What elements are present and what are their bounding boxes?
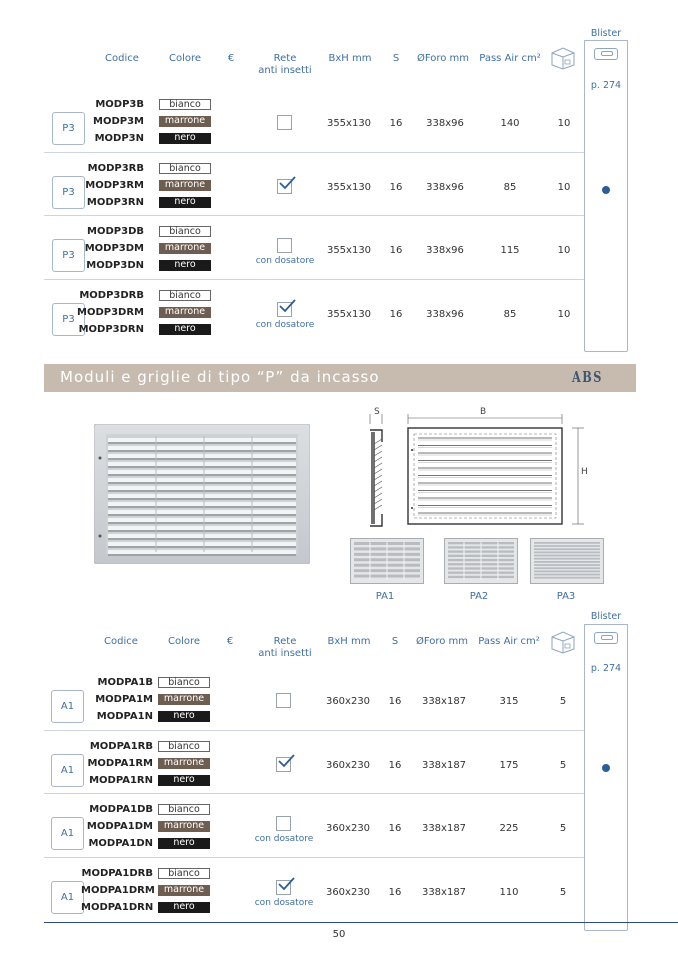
row-separator [44, 793, 584, 794]
header-rete-line2: anti insetti [258, 65, 312, 76]
color-swatch-nero: nero [158, 902, 210, 913]
model-badge: A1 [51, 690, 84, 723]
dimension-bxh: 360x230 [325, 696, 371, 707]
product-code[interactable]: MODPA1DRN [81, 901, 154, 913]
box-quantity: 10 [557, 118, 571, 129]
check-icon [278, 877, 295, 891]
hole-size: 338x187 [421, 696, 467, 707]
product-code[interactable]: MODP3RM [85, 179, 144, 191]
variant-pa2-thumbnail [444, 538, 518, 584]
product-code[interactable]: MODPA1DM [86, 821, 153, 832]
header-foro: ØForo mm [416, 53, 470, 64]
box-quantity: 5 [559, 886, 567, 898]
row-separator [44, 279, 584, 280]
check-icon [279, 299, 296, 313]
color-swatch-bianco: bianco [159, 163, 211, 174]
box-quantity: 10 [557, 181, 571, 193]
model-badge: P3 [52, 239, 85, 272]
color-swatch-bianco: bianco [159, 226, 211, 237]
product-code[interactable]: MODP3N [94, 133, 144, 144]
insect-net-checkbox[interactable] [277, 238, 292, 253]
blister-page-ref-2[interactable]: p. 274 [590, 663, 622, 674]
pass-air: 315 [499, 696, 519, 707]
header-colore: Colore [168, 53, 202, 64]
color-swatch-bianco: bianco [158, 804, 210, 815]
thickness-s: 16 [388, 759, 402, 771]
pass-air: 110 [499, 886, 519, 898]
header-s: S [392, 53, 400, 64]
model-badge: P3 [52, 303, 85, 336]
color-swatch-marrone: marrone [159, 180, 211, 191]
color-swatch-nero: nero [158, 775, 210, 786]
variant-pa2-label: PA2 [469, 591, 489, 602]
header-rete-2-line2: anti insetti [258, 648, 312, 659]
check-icon [279, 176, 296, 190]
product-code[interactable]: MODP3RN [86, 196, 144, 208]
dimension-s-label: S [374, 407, 380, 417]
thickness-s: 16 [389, 118, 403, 129]
box-quantity: 5 [559, 823, 567, 834]
color-swatch-marrone: marrone [159, 243, 211, 254]
pass-air: 85 [503, 181, 517, 193]
header-codice: Codice [105, 53, 139, 64]
dosatore-label: con dosatore [254, 897, 314, 908]
pass-air: 85 [503, 308, 517, 320]
dosatore-label: con dosatore [255, 319, 315, 330]
box-quantity: 5 [559, 759, 567, 771]
variant-pa3-label: PA3 [556, 591, 576, 602]
dimension-bxh: 360x230 [325, 823, 371, 834]
header-colore-2: Colore [167, 636, 201, 647]
color-swatch-marrone: marrone [158, 885, 210, 896]
header-bxh-2: BxH mm [327, 636, 371, 647]
hole-size: 338x96 [426, 181, 464, 193]
insect-net-checkbox[interactable] [277, 115, 292, 130]
dimension-bxh: 355x130 [326, 245, 372, 256]
pass-air: 175 [499, 759, 519, 771]
color-swatch-bianco: bianco [158, 868, 210, 879]
row-separator [44, 152, 584, 153]
thickness-s: 16 [389, 308, 403, 320]
product-code[interactable]: MODP3DM [84, 243, 144, 254]
product-code[interactable]: MODP3DRM [77, 306, 144, 318]
product-code[interactable]: MODPA1RB [89, 740, 153, 752]
product-code[interactable]: MODPA1DN [88, 838, 153, 849]
variant-pa1-label: PA1 [375, 591, 395, 602]
grille-product-photo [94, 424, 310, 564]
box-quantity: 5 [559, 696, 567, 707]
insect-net-checkbox[interactable] [276, 693, 291, 708]
product-code[interactable]: MODP3RB [87, 162, 144, 174]
row-separator [44, 730, 584, 731]
blister-heading: Blister [590, 28, 622, 39]
blister-hook-icon [594, 48, 618, 60]
product-code[interactable]: MODP3B [95, 99, 144, 110]
pass-air: 140 [500, 118, 520, 129]
hole-size: 338x96 [426, 245, 464, 256]
variant-pa1-thumbnail [350, 538, 424, 584]
dimension-h-label: H [581, 467, 588, 477]
product-code[interactable]: MODPA1DRM [81, 884, 155, 896]
color-swatch-bianco: bianco [158, 677, 210, 688]
pass-air: 225 [499, 823, 519, 834]
thickness-s: 16 [389, 181, 403, 193]
color-swatch-bianco: bianco [159, 290, 211, 301]
box-quantity-icon [550, 46, 576, 70]
thickness-s: 16 [388, 886, 402, 898]
header-rete-2-line1: Rete [273, 636, 297, 647]
color-swatch-nero: nero [158, 711, 210, 722]
color-swatch-marrone: marrone [158, 758, 210, 769]
product-code[interactable]: MODP3M [93, 116, 144, 127]
model-badge: A1 [51, 754, 84, 787]
page-number: 50 [332, 929, 346, 940]
header-euro: € [227, 53, 235, 64]
dimension-bxh: 355x130 [326, 308, 372, 320]
hole-size: 338x96 [426, 118, 464, 129]
color-swatch-nero: nero [159, 133, 211, 144]
thickness-s: 16 [389, 245, 403, 256]
insect-net-checkbox[interactable] [276, 757, 291, 772]
product-code[interactable]: MODP3DRN [78, 323, 144, 335]
product-code[interactable]: MODPA1B [97, 677, 153, 688]
check-icon [278, 754, 295, 768]
variant-pa3-thumbnail [530, 538, 604, 584]
row-separator [44, 857, 584, 858]
header-pass-air: Pass Air cm² [479, 53, 541, 64]
header-pass-air-2: Pass Air cm² [478, 636, 540, 647]
header-foro-2: ØForo mm [415, 636, 469, 647]
color-swatch-bianco: bianco [158, 741, 210, 752]
header-s-2: S [391, 636, 399, 647]
insect-net-checkbox[interactable] [276, 816, 291, 831]
section-title: Moduli e griglie di tipo “P” da incasso [60, 368, 380, 386]
thickness-s: 16 [388, 823, 402, 834]
product-code[interactable]: MODPA1RN [89, 774, 153, 786]
footer-rule [44, 922, 678, 923]
color-swatch-marrone: marrone [158, 821, 210, 832]
blister-available-dot [602, 764, 610, 772]
insect-net-checkbox[interactable] [276, 880, 291, 895]
color-swatch-nero: nero [159, 197, 211, 208]
technical-drawing [352, 404, 592, 534]
product-code[interactable]: MODPA1M [95, 694, 153, 705]
color-swatch-marrone: marrone [158, 694, 210, 705]
blister-heading-2: Blister [590, 611, 622, 622]
insect-net-checkbox[interactable] [277, 302, 292, 317]
row-separator [44, 215, 584, 216]
box-quantity-icon-2 [550, 630, 576, 654]
hole-size: 338x187 [421, 759, 467, 771]
color-swatch-nero: nero [159, 324, 211, 335]
header-bxh: BxH mm [328, 53, 372, 64]
hole-size: 338x96 [426, 308, 464, 320]
header-euro-2: € [226, 636, 234, 647]
blister-hook-icon-2 [594, 632, 618, 644]
blister-available-dot [602, 186, 610, 194]
header-codice-2: Codice [104, 636, 138, 647]
header-rete-line1: Rete [273, 53, 297, 64]
color-swatch-marrone: marrone [159, 116, 211, 127]
box-quantity: 10 [557, 245, 571, 256]
thickness-s: 16 [388, 696, 402, 707]
model-badge: P3 [52, 176, 85, 209]
section-banner [44, 364, 636, 392]
product-code[interactable]: MODPA1RM [87, 757, 153, 769]
header-rete [250, 53, 320, 77]
dimension-bxh: 360x230 [325, 759, 371, 771]
color-swatch-marrone: marrone [159, 307, 211, 318]
blister-page-ref[interactable]: p. 274 [590, 80, 622, 91]
insect-net-checkbox[interactable] [277, 179, 292, 194]
box-quantity: 10 [557, 308, 571, 320]
model-badge: A1 [51, 881, 84, 914]
product-code[interactable]: MODPA1N [96, 711, 153, 722]
color-swatch-bianco: bianco [159, 99, 211, 110]
product-code[interactable]: MODPA1DB [89, 804, 153, 815]
dimension-bxh: 360x230 [325, 886, 371, 898]
dimension-bxh: 355x130 [326, 118, 372, 129]
material-label: ABS [572, 368, 603, 386]
dosatore-label: con dosatore [255, 256, 315, 266]
model-badge: P3 [52, 112, 85, 145]
dimension-bxh: 355x130 [326, 181, 372, 193]
product-code[interactable]: MODP3DN [86, 260, 144, 271]
product-code[interactable]: MODP3DB [87, 226, 144, 237]
color-swatch-nero: nero [158, 838, 210, 849]
hole-size: 338x187 [421, 886, 467, 898]
color-swatch-nero: nero [159, 260, 211, 271]
pass-air: 115 [500, 245, 520, 256]
dimension-b-label: B [480, 407, 487, 417]
header-rete-2 [250, 636, 320, 660]
product-code[interactable]: MODPA1DRB [81, 867, 153, 879]
dosatore-label: con dosatore [254, 834, 314, 844]
product-code[interactable]: MODP3DRB [79, 289, 144, 301]
hole-size: 338x187 [421, 823, 467, 834]
model-badge: A1 [51, 817, 84, 850]
